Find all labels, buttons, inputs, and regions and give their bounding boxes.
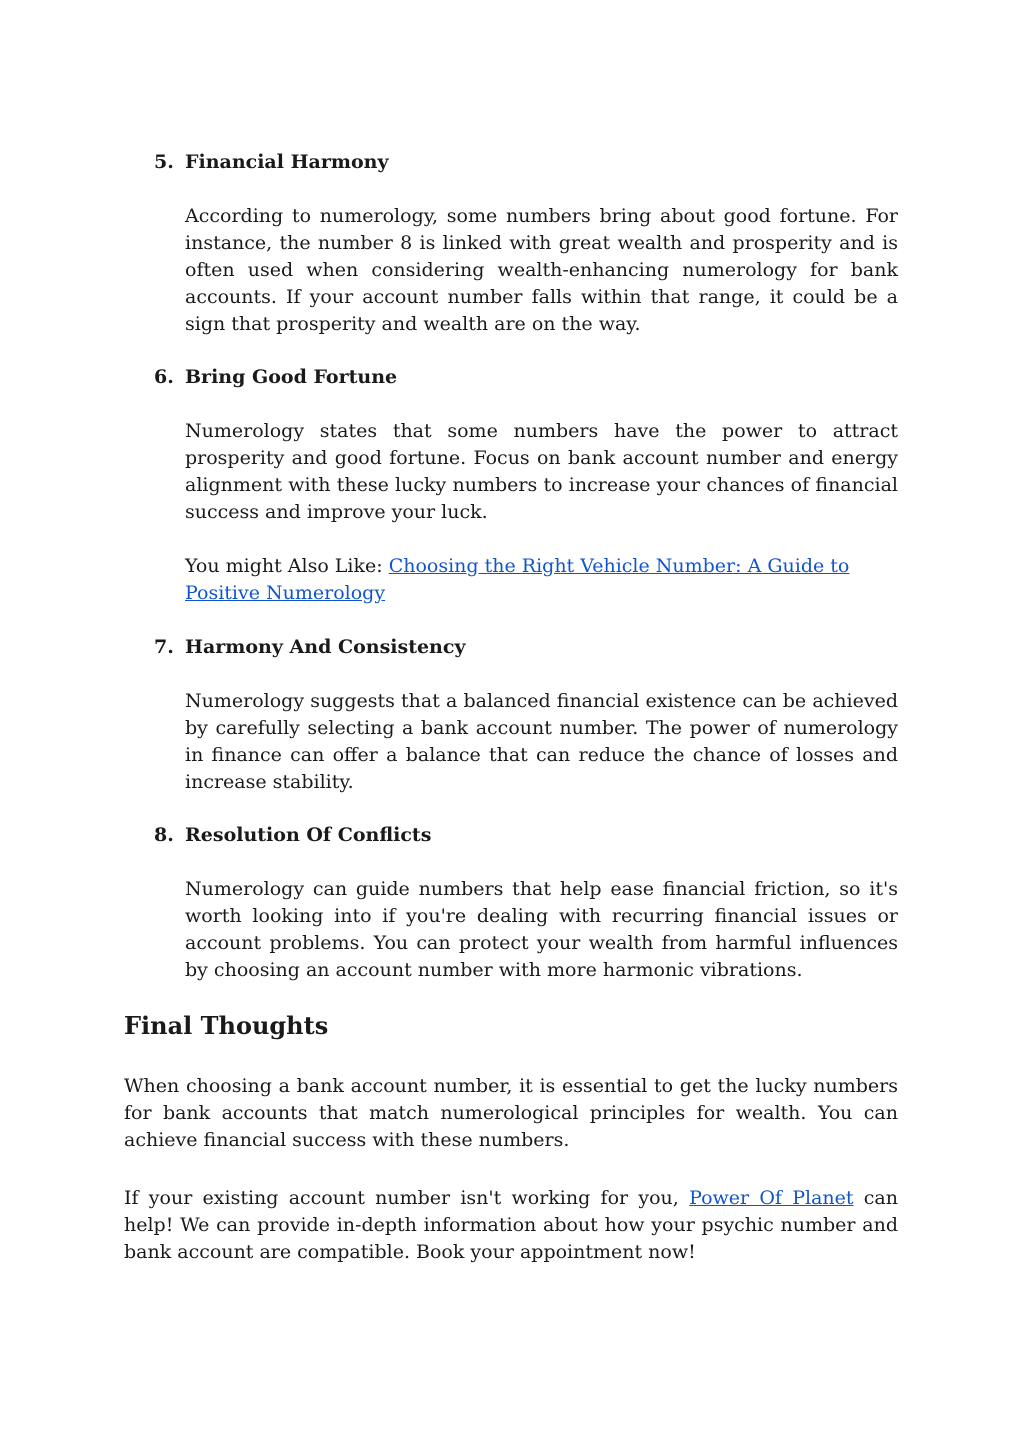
paragraph-financial-harmony: According to numerology, some numbers bring about good fortune. For instance, the number 8 is linked with great wealth and prosperity and is often used when considering wealth-enhancing numerology for bank accounts. If your account number falls within that range, it could be a sign that prosperity and wealth are on the way.: [185, 205, 898, 335]
final-2-prefix: If your existing account number isn't working for you,: [124, 1187, 690, 1209]
also-like-prefix: You might Also Like:: [185, 555, 389, 577]
list-heading-resolution-conflicts: [154, 822, 431, 849]
list-number: 8.: [154, 824, 174, 846]
list-number: 5.: [154, 151, 174, 173]
also-like-link[interactable]: Choosing the Right Vehicle Number: A Guide to Positive Numerology: [185, 555, 850, 604]
also-like-paragraph: [185, 553, 898, 607]
paragraph-final-2: [124, 1185, 898, 1266]
list-heading-bring-good-fortune: [154, 364, 397, 391]
paragraph-bring-good-fortune: Numerology states that some numbers have the power to attract prosperity and good fortune. Focus on bank account number and energy alignment with these lucky numbers to increase your chances of financial success and improve your luck.: [185, 420, 898, 523]
list-heading-text: Bring Good Fortune: [185, 366, 398, 388]
list-number: 6.: [154, 366, 174, 388]
list-heading-text: Resolution Of Conflicts: [185, 824, 432, 846]
list-heading-text: Financial Harmony: [185, 151, 389, 173]
list-number: 7.: [154, 636, 174, 658]
section-title-final-thoughts: Final Thoughts: [124, 1011, 329, 1040]
paragraph-final-1: When choosing a bank account number, it is essential to get the lucky numbers for bank accounts that match numerological principles for wealth. You can achieve financial success with these numbers.: [124, 1075, 898, 1151]
paragraph-resolution-conflicts: Numerology can guide numbers that help ease financial friction, so it's worth looking into if you're dealing with recurring financial issues or account problems. You can protect your wealth from harmful influences by choosing an account number with more harmonic vibrations.: [185, 878, 898, 981]
final-2-suffix: can help! We can provide in-depth information about how your psychic number and bank account are compatible. Book your appointment now!: [124, 1187, 898, 1263]
power-of-planet-link[interactable]: Power Of Planet: [689, 1187, 854, 1209]
paragraph-harmony-consistency: Numerology suggests that a balanced financial existence can be achieved by carefully selecting a bank account number. The power of numerology in finance can offer a balance that can reduce the chance of losses and increase stability.: [185, 690, 898, 793]
list-heading-financial-harmony: [154, 149, 388, 176]
list-heading-harmony-consistency: [154, 634, 465, 661]
list-heading-text: Harmony And Consistency: [185, 636, 466, 658]
